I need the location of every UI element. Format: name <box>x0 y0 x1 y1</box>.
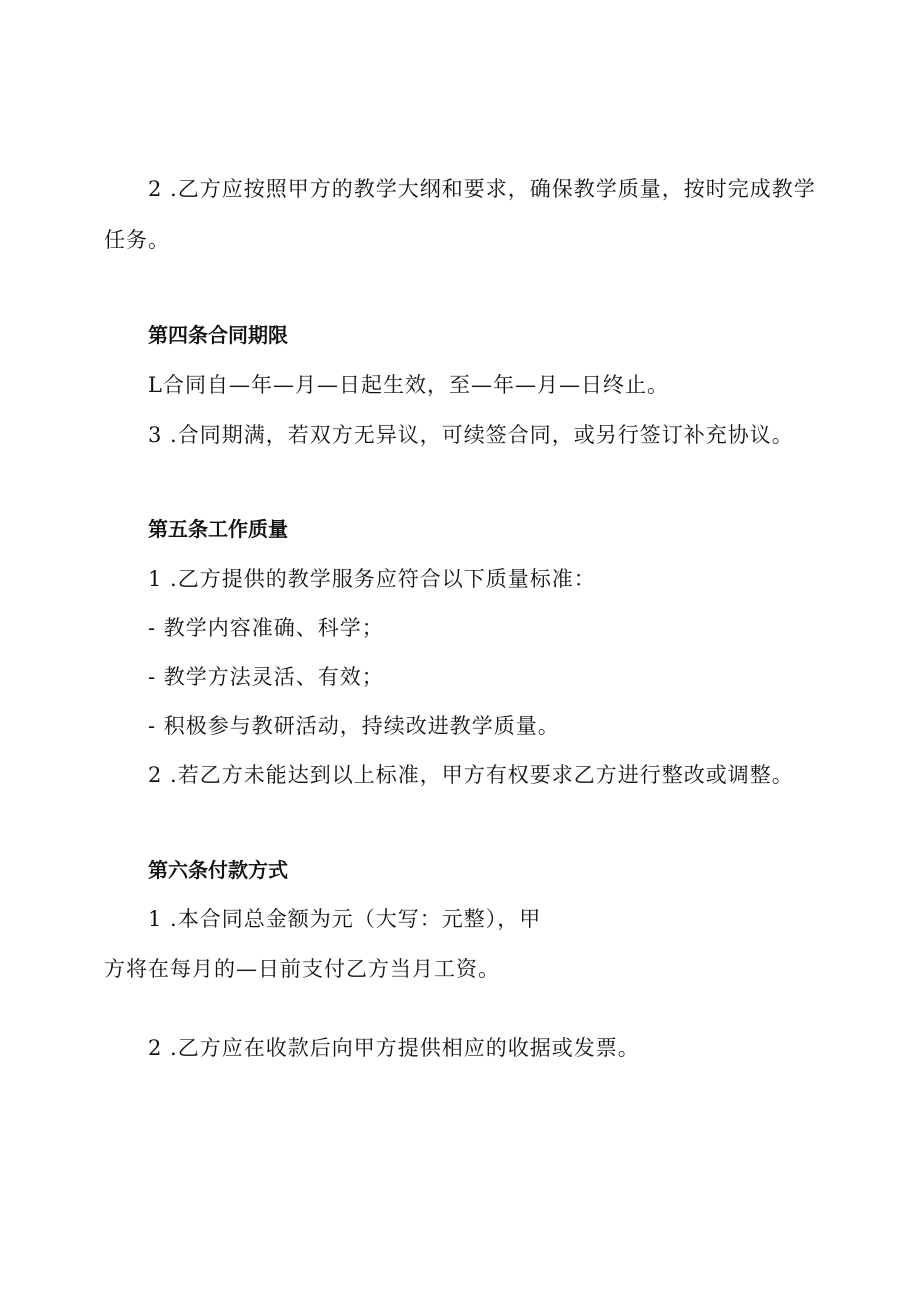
clause-3-item-2-continued: 任务。 <box>104 228 170 252</box>
article-5-item-2: 2 .若乙方未能达到以上标准，甲方有权要求乙方进行整改或调整。 <box>148 763 794 787</box>
clause-3-item-2: 2 .乙方应按照甲方的教学大纲和要求，确保教学质量，按时完成教学 <box>148 177 816 201</box>
article-5-bullet-2: - 教学方法灵活、有效； <box>148 665 384 689</box>
article-6-heading: 第六条付款方式 <box>148 858 288 882</box>
article-4-item-1: L合同自—年—月—日起生效，至—年—月—日终止。 <box>148 373 669 397</box>
article-4-heading: 第四条合同期限 <box>148 323 288 347</box>
article-5-heading: 第五条工作质量 <box>148 517 288 541</box>
article-6-item-2: 2 .乙方应在收款后向甲方提供相应的收据或发票。 <box>148 1036 640 1060</box>
article-5-bullet-3: - 积极参与教研活动，持续改进教学质量。 <box>148 714 560 738</box>
article-5-item-1: 1 .乙方提供的教学服务应符合以下质量标准： <box>148 567 596 591</box>
article-6-item-1: 1 .本合同总金额为元（大写：元整），甲 <box>148 907 542 931</box>
article-4-item-3: 3 .合同期满，若双方无异议，可续签合同，或另行签订补充协议。 <box>148 423 794 447</box>
article-5-bullet-1: - 教学内容准确、科学； <box>148 616 384 640</box>
article-6-item-1-continued: 方将在每月的—日前支付乙方当月工资。 <box>104 957 500 981</box>
